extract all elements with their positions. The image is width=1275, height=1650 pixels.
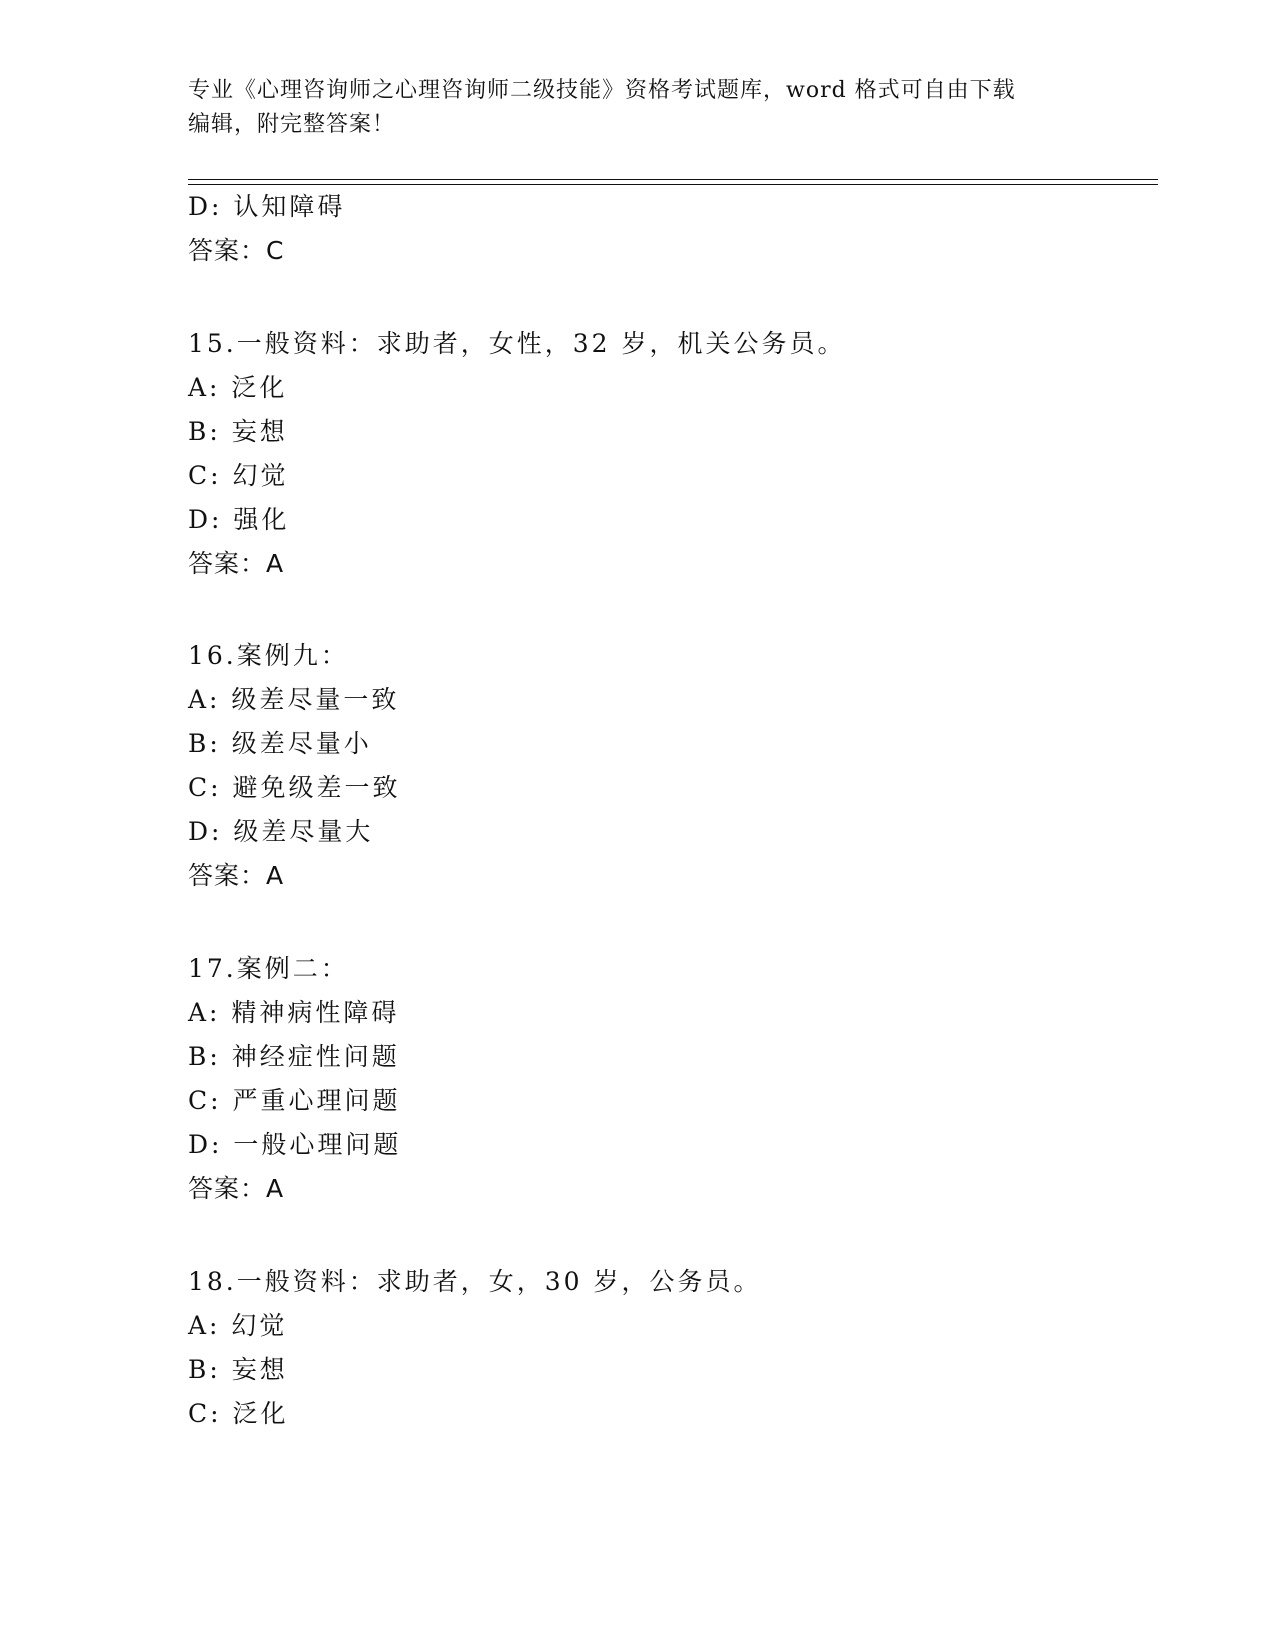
option-line: C: 泛化 (188, 1399, 289, 1428)
document-header (188, 74, 1088, 142)
question-line: 15.一般资料：求助者，女性，32 岁，机关公务员。 (188, 329, 846, 358)
question-line: 18.一般资料：求助者，女，30 岁，公务员。 (188, 1267, 762, 1296)
option-line: B: 妄想 (188, 417, 288, 446)
option-line: D: 强化 (188, 505, 290, 534)
answer-line: 答案：A (188, 861, 285, 890)
option-line: A: 幻觉 (188, 1311, 288, 1340)
question-line: 17.案例二： (188, 954, 349, 983)
answer-line: 答案：A (188, 549, 285, 578)
option-line: A: 精神病性障碍 (188, 998, 400, 1027)
option-line: C: 避免级差一致 (188, 773, 401, 802)
option-line: D: 级差尽量大 (188, 817, 374, 846)
option-line: C: 幻觉 (188, 461, 289, 490)
option-line: D: 一般心理问题 (188, 1130, 402, 1159)
question-line: 16.案例九： (188, 641, 349, 670)
option-line: C: 严重心理问题 (188, 1086, 401, 1115)
header-rule-top (188, 179, 1158, 180)
option-line: B: 神经症性问题 (188, 1042, 400, 1071)
answer-line: 答案：C (188, 236, 285, 265)
option-line: A: 泛化 (188, 373, 288, 402)
option-line: D: 认知障碍 (188, 192, 346, 221)
answer-line: 答案：A (188, 1174, 285, 1203)
option-line: B: 级差尽量小 (188, 729, 372, 758)
option-line: A: 级差尽量一致 (188, 685, 400, 714)
header-rule-bottom (188, 184, 1158, 185)
header-line-2: 编辑，附完整答案！ (188, 112, 396, 137)
option-line: B: 妄想 (188, 1355, 288, 1384)
header-line-1: 专业《心理咨询师之心理咨询师二级技能》资格考试题库，word 格式可自由下载 (188, 78, 1016, 103)
